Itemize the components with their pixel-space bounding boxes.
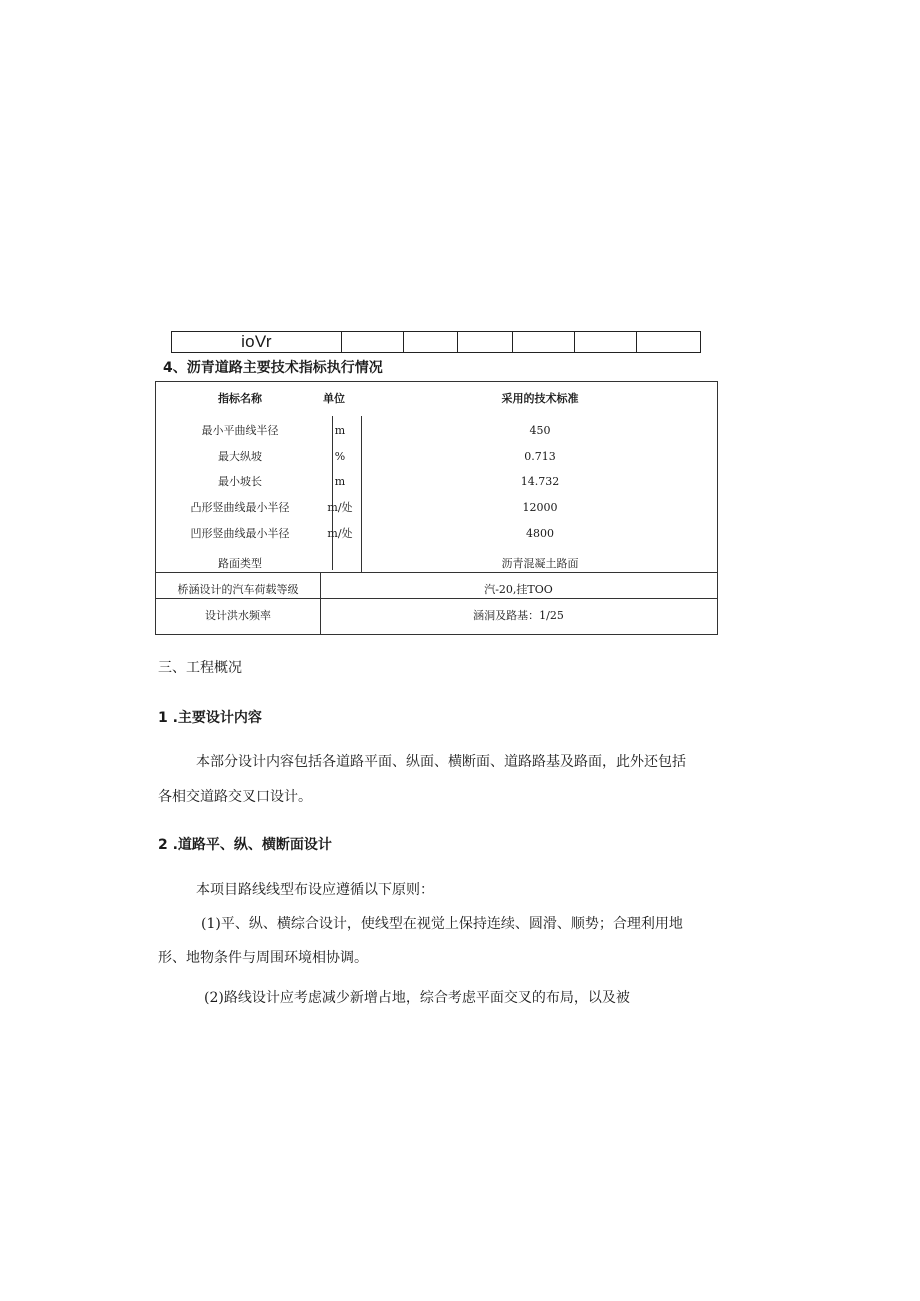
row-value: 450 (529, 424, 551, 437)
sub2-title: 2 .道路平、纵、横断面设计 (158, 837, 332, 853)
row-divider (156, 572, 717, 573)
row-name: 最小平曲线半径 (201, 424, 279, 437)
row-name: 凸形竖曲线最小半径 (190, 501, 290, 514)
standard-divider (361, 416, 362, 572)
row-unit: m/处 (327, 501, 353, 514)
header-unit: 单位 (323, 392, 345, 405)
header-standard: 采用的技术标准 (501, 392, 579, 405)
row-value: 0.713 (524, 450, 556, 463)
row-name: 凹形竖曲线最小半径 (190, 527, 290, 540)
lower-divider (320, 572, 321, 634)
sub2-item2-line1: (2)路线设计应考虑减少新增占地，综合考虑平面交叉的布局，以及被 (204, 990, 630, 1006)
row-name: 最小坡长 (218, 475, 262, 488)
sub1-para-line1: 本部分设计内容包括各道路平面、纵面、横断面、道路路基及路面，此外还包括 (196, 754, 686, 770)
row-name: 桥涵设计的汽车荷载等级 (177, 583, 299, 596)
section4-title: 4、沥青道路主要技术指标执行情况 (163, 360, 383, 376)
spec-table (155, 381, 718, 635)
row-unit: % (334, 450, 346, 463)
row-value: 涵洞及路基：1/25 (473, 609, 564, 622)
row-unit: m (334, 424, 346, 437)
sub2-item1-line1: (1)平、纵、横综合设计，使线型在视觉上保持连续、圆滑、顺势；合理利用地 (201, 916, 683, 932)
table-fragment-cell (404, 332, 458, 352)
table-fragment-cell (575, 332, 637, 352)
table-fragment-cell (513, 332, 575, 352)
fragment-label: ioVr (241, 332, 272, 351)
section3-title: 三、工程概况 (158, 660, 242, 676)
row-value: 12000 (522, 501, 558, 514)
row-value: 沥青混凝土路面 (501, 557, 579, 570)
sub1-para-line2: 各相交道路交叉口设计。 (158, 789, 312, 805)
row-name: 路面类型 (218, 557, 262, 570)
header-name: 指标名称 (218, 392, 262, 405)
row-unit: m/处 (327, 527, 353, 540)
sub2-item1-line2: 形、地物条件与周围环境相协调。 (158, 950, 368, 966)
row-value: 汽-20,挂TOO (484, 583, 553, 596)
row-unit: m (334, 475, 346, 488)
unit-divider (332, 416, 333, 570)
sub1-title: 1 .主要设计内容 (158, 710, 262, 726)
table-fragment-cell (342, 332, 404, 352)
row-value: 14.732 (520, 475, 560, 488)
table-fragment-cell (172, 332, 342, 352)
table-fragment-cell (458, 332, 513, 352)
table-fragment (171, 331, 701, 353)
table-fragment-cell (637, 332, 700, 352)
row-name: 设计洪水频率 (205, 609, 271, 622)
row-value: 4800 (526, 527, 554, 540)
row-divider (156, 598, 717, 599)
sub2-intro: 本项目路线线型布设应遵循以下原则： (196, 882, 434, 898)
row-name: 最大纵坡 (218, 450, 262, 463)
